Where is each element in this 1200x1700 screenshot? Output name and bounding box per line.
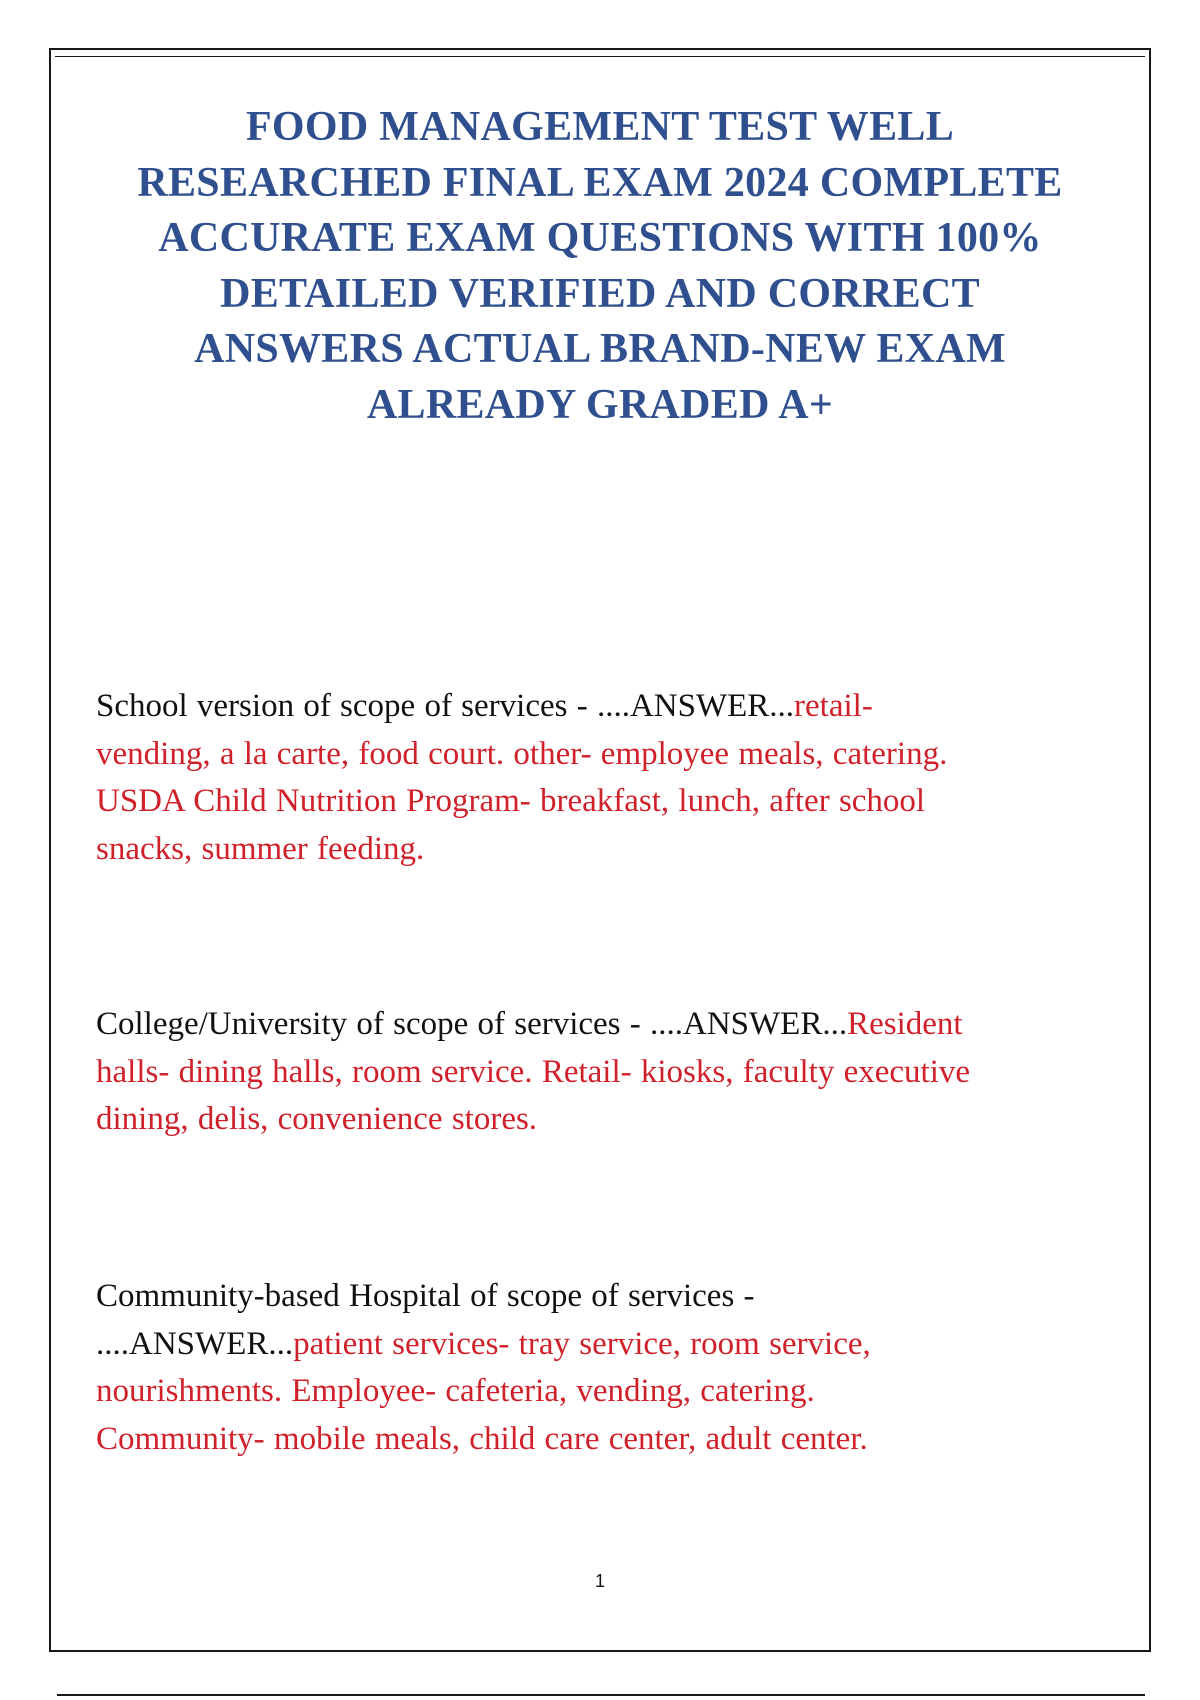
qa-item-hospital (96, 1273, 976, 1463)
answer-marker: ....ANSWER... (596, 688, 795, 724)
qa-item-college (96, 1001, 976, 1144)
answer-text: patient services- tray service, room service, nourishments. Employee- cafeteria, vending, catering. Community- mobile meals, child care center, adult center. (96, 1325, 871, 1457)
page-number: 1 (594, 1571, 605, 1591)
question-text: School version of scope of services - (96, 688, 597, 724)
header-rule (55, 56, 1145, 57)
answer-text: Resident halls- dining halls, room service. Retail- kiosks, faculty executive dining, delis, convenience stores. (96, 1006, 971, 1137)
question-text: Community-based Hospital of scope of services - (96, 1278, 755, 1314)
question-text: College/University of scope of services - (96, 1006, 651, 1042)
qa-item-school (96, 683, 976, 873)
next-page-edge (57, 1694, 1145, 1696)
answer-marker: ....ANSWER... (96, 1325, 294, 1362)
answer-text: retail-vending, a la carte, food court. other- employee meals, catering. USDA Child Nutrition Program- breakfast, lunch, after school snacks, summer feeding. (96, 688, 948, 867)
answer-marker: ....ANSWER... (650, 1006, 848, 1042)
document-title: FOOD MANAGEMENT TEST WELL RESEARCHED FINAL EXAM 2024 COMPLETE ACCURATE EXAM QUESTIONS WITH 100% DETAILED VERIFIED AND CORRECT ANSWERS ACTUAL BRAND-NEW EXAM ALREADY GRADED A+ (137, 104, 1063, 428)
